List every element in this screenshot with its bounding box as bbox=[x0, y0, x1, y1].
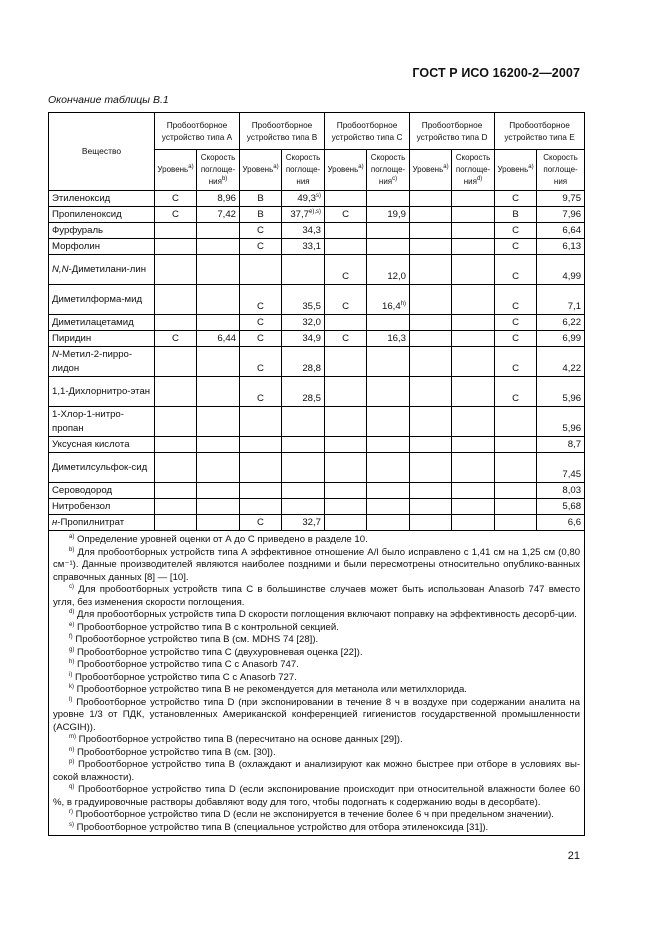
rate-cell: 34,3 bbox=[282, 223, 325, 239]
rate-cell bbox=[197, 223, 240, 239]
level-cell: С bbox=[495, 285, 537, 315]
level-cell bbox=[155, 285, 197, 315]
level-cell: С bbox=[325, 285, 367, 315]
rate-cell: 33,1 bbox=[282, 239, 325, 255]
level-cell: С bbox=[495, 223, 537, 239]
level-cell: В bbox=[240, 207, 282, 223]
rate-cell bbox=[452, 207, 495, 223]
substance-name: 1,1-Дихлорнитро-этан bbox=[49, 377, 155, 407]
rate-cell: 4,99 bbox=[537, 255, 585, 285]
substance-name: 1-Хлор-1-нитро-пропан bbox=[49, 407, 155, 437]
rate-cell: 4,22 bbox=[537, 347, 585, 377]
substance-name: Пиридин bbox=[49, 331, 155, 347]
rate-cell bbox=[452, 453, 495, 483]
substance-name: Нитробензол bbox=[49, 499, 155, 515]
level-cell bbox=[325, 483, 367, 499]
rate-cell bbox=[367, 453, 410, 483]
device-e-header: Пробоотборное устройство типа Е bbox=[495, 113, 585, 150]
level-cell: С bbox=[240, 285, 282, 315]
rate-cell bbox=[367, 191, 410, 207]
rate-cell bbox=[197, 285, 240, 315]
rate-cell bbox=[197, 315, 240, 331]
document-code: ГОСТ Р ИСО 16200-2—2007 bbox=[412, 66, 580, 80]
rate-cell bbox=[197, 483, 240, 499]
level-cell bbox=[155, 223, 197, 239]
table-row bbox=[49, 223, 585, 239]
rate-cell bbox=[197, 453, 240, 483]
rate-cell bbox=[367, 437, 410, 453]
level-cell bbox=[410, 483, 452, 499]
rate-cell bbox=[452, 239, 495, 255]
level-cell: С bbox=[495, 347, 537, 377]
rate-cell bbox=[452, 483, 495, 499]
level-cell bbox=[325, 223, 367, 239]
footnote: $^{k)}$ Пробоотборное устройство типа В не рекомендуется для метанола или метилхлорида. bbox=[69, 684, 467, 695]
level-cell bbox=[240, 483, 282, 499]
rate-cell: 49,3$^{s)}$ bbox=[282, 191, 325, 207]
footnote: $^{g)}$ Пробоотборное устройство типа С (двухуровневая оценка [22]). bbox=[69, 646, 363, 658]
table-row bbox=[49, 239, 585, 255]
rate-cell bbox=[367, 377, 410, 407]
level-cell bbox=[240, 437, 282, 453]
rate-cell: 8,03 bbox=[537, 483, 585, 499]
level-cell bbox=[240, 453, 282, 483]
level-cell bbox=[155, 347, 197, 377]
footnotes-row bbox=[49, 531, 585, 836]
level-cell: С bbox=[325, 255, 367, 285]
table-row bbox=[49, 407, 585, 437]
rate-cell bbox=[367, 499, 410, 515]
rate-cell bbox=[282, 407, 325, 437]
level-cell: С bbox=[495, 191, 537, 207]
rate-cell: 6,22 bbox=[537, 315, 585, 331]
footnote: $^{f)}$ Пробоотборное устройство типа В (см. MDHS 74 [28]). bbox=[69, 634, 319, 645]
table-row bbox=[49, 191, 585, 207]
level-cell bbox=[495, 453, 537, 483]
rate-cell bbox=[452, 437, 495, 453]
rate-cell bbox=[452, 407, 495, 437]
rate-cell: 28,5 bbox=[282, 377, 325, 407]
level-header: Уровень$^{a)}$ bbox=[155, 150, 197, 191]
rate-cell bbox=[282, 499, 325, 515]
level-cell bbox=[495, 515, 537, 531]
table-row bbox=[49, 315, 585, 331]
level-cell: В bbox=[495, 207, 537, 223]
rate-cell: 6,13 bbox=[537, 239, 585, 255]
level-cell: С bbox=[155, 207, 197, 223]
rate-cell bbox=[452, 223, 495, 239]
level-cell bbox=[410, 437, 452, 453]
rate-cell: 32,0 bbox=[282, 315, 325, 331]
level-header: Уровень$^{a)}$ bbox=[495, 150, 537, 191]
level-cell: С bbox=[155, 191, 197, 207]
level-cell bbox=[495, 437, 537, 453]
rate-cell bbox=[197, 407, 240, 437]
level-cell bbox=[325, 191, 367, 207]
footnote: $^{c)}$ Для пробоотборных устройств типа С в большинстве случаев может быть использован Anasorb 747 вместо угля, без изменения скорости поглощения. bbox=[53, 584, 581, 608]
rate-cell bbox=[197, 239, 240, 255]
rate-cell bbox=[367, 315, 410, 331]
rate-cell bbox=[282, 453, 325, 483]
device-b-header: Пробоотборное устройство типа В bbox=[240, 113, 325, 150]
rate-header: Скорость поглоще-ния$^{d)}$ bbox=[452, 150, 495, 191]
level-cell bbox=[240, 407, 282, 437]
rate-cell bbox=[452, 315, 495, 331]
rate-cell bbox=[367, 407, 410, 437]
level-cell bbox=[410, 453, 452, 483]
rate-cell bbox=[452, 191, 495, 207]
footnote: $^{m)}$ Пробоотборное устройство типа В (пересчитано на основе данных [29]). bbox=[69, 734, 403, 745]
rate-cell bbox=[367, 515, 410, 531]
rate-cell bbox=[282, 483, 325, 499]
level-cell bbox=[495, 499, 537, 515]
rate-cell bbox=[452, 331, 495, 347]
level-cell bbox=[495, 483, 537, 499]
rate-cell: 7,1 bbox=[537, 285, 585, 315]
level-cell bbox=[410, 515, 452, 531]
level-header: Уровень$^{a)}$ bbox=[325, 150, 367, 191]
rate-cell: $37,7^{e),s)}$ bbox=[282, 207, 325, 223]
level-cell bbox=[325, 453, 367, 483]
rate-cell bbox=[282, 437, 325, 453]
level-cell bbox=[325, 437, 367, 453]
level-cell bbox=[325, 377, 367, 407]
rate-cell: 32,7 bbox=[282, 515, 325, 531]
rate-cell: 12,0 bbox=[367, 255, 410, 285]
level-cell: С bbox=[495, 239, 537, 255]
substance-name: Диметилсульфок-сид bbox=[49, 453, 155, 483]
level-cell: С bbox=[240, 347, 282, 377]
rate-cell: 8,96 bbox=[197, 191, 240, 207]
rate-cell bbox=[452, 499, 495, 515]
level-cell: С bbox=[495, 331, 537, 347]
level-cell bbox=[410, 191, 452, 207]
substance-name: N-Метил-2-пирро-лидон bbox=[49, 347, 155, 377]
level-cell: С bbox=[240, 377, 282, 407]
rate-cell: 16,4$^{h)}$ bbox=[367, 285, 410, 315]
rate-cell bbox=[197, 377, 240, 407]
rate-cell bbox=[197, 347, 240, 377]
table-row bbox=[49, 255, 585, 285]
footnote: $^{d)}$ Для пробоотборных устройств типа D скорости поглощения включают поправку на эффективность десорб-ции. bbox=[69, 609, 577, 620]
table-row bbox=[49, 331, 585, 347]
rate-cell: 7,45 bbox=[537, 453, 585, 483]
footnote: $^{p)}$ Пробоотборное устройство типа В (охлаждают и анализируют как можно быстрее при отборе в условиях вы-сокой влажности). bbox=[53, 759, 581, 783]
rate-cell: 5,96 bbox=[537, 377, 585, 407]
level-cell: С bbox=[325, 331, 367, 347]
substance-name: Диметилацетамид bbox=[49, 315, 155, 331]
rate-header: Скорость поглоще-ния bbox=[282, 150, 325, 191]
level-cell bbox=[325, 239, 367, 255]
table-row bbox=[49, 207, 585, 223]
level-cell bbox=[155, 255, 197, 285]
level-cell bbox=[155, 499, 197, 515]
table-caption: Окончание таблицы В.1 bbox=[48, 94, 169, 106]
level-cell: С bbox=[240, 223, 282, 239]
rate-cell bbox=[452, 255, 495, 285]
rate-cell bbox=[197, 255, 240, 285]
level-cell bbox=[410, 499, 452, 515]
rate-cell: 35,5 bbox=[282, 285, 325, 315]
rate-cell bbox=[282, 255, 325, 285]
rate-cell: 9,75 bbox=[537, 191, 585, 207]
rate-cell bbox=[367, 223, 410, 239]
footnote: $^{e)}$ Пробоотборное устройство типа В с контрольной секцией. bbox=[69, 621, 339, 633]
level-cell bbox=[325, 315, 367, 331]
rate-cell bbox=[367, 239, 410, 255]
rate-cell bbox=[197, 499, 240, 515]
rate-header: Скорость поглоще-ния$^{c)}$ bbox=[367, 150, 410, 191]
rate-header: Скорость поглоще-ния$^{b)}$ bbox=[197, 150, 240, 191]
rate-cell bbox=[452, 377, 495, 407]
level-cell bbox=[325, 515, 367, 531]
rate-cell: 5,96 bbox=[537, 407, 585, 437]
footnote: $^{q)}$ Пробоотборное устройство типа D (если экспонирование происходит при относительной влажности более 60 %, в градуировочные растворы добавляют воду для того, чтобы подогнать к содержанию воды в десорбате). bbox=[53, 784, 581, 808]
level-cell bbox=[155, 453, 197, 483]
level-cell: С bbox=[155, 331, 197, 347]
rate-cell: 28,8 bbox=[282, 347, 325, 377]
level-cell bbox=[410, 331, 452, 347]
rate-cell: 8,7 bbox=[537, 437, 585, 453]
substance-header: Вещество bbox=[49, 113, 155, 191]
rate-cell: 7,42 bbox=[197, 207, 240, 223]
level-cell bbox=[410, 239, 452, 255]
table-row bbox=[49, 437, 585, 453]
footnote: $^{l)}$ Пробоотборное устройство типа D (при экспонировании в течение 8 ч в воздухе при содержании аналита на уровне 1/3 от ПДК, установленных Американской конференцией гигиенистов государственной промышленности (ACGIH)). bbox=[53, 696, 581, 733]
rate-cell bbox=[367, 347, 410, 377]
level-cell: С bbox=[240, 239, 282, 255]
rate-cell: 16,3 bbox=[367, 331, 410, 347]
level-cell: С bbox=[495, 377, 537, 407]
substance-name: Морфолин bbox=[49, 239, 155, 255]
substance-name: Фурфураль bbox=[49, 223, 155, 239]
rate-cell bbox=[452, 347, 495, 377]
rate-cell bbox=[452, 285, 495, 315]
device-a-header: Пробоотборное устройство типа А bbox=[155, 113, 240, 150]
rate-cell: 6,64 bbox=[537, 223, 585, 239]
substance-name: Уксусная кислота bbox=[49, 437, 155, 453]
table-row bbox=[49, 499, 585, 515]
footnotes bbox=[49, 531, 585, 836]
table-row bbox=[49, 453, 585, 483]
device-c-header: Пробоотборное устройство типа С bbox=[325, 113, 410, 150]
rate-cell: 6,6 bbox=[537, 515, 585, 531]
table-row bbox=[49, 515, 585, 531]
table-row bbox=[49, 285, 585, 315]
rate-cell: 19,9 bbox=[367, 207, 410, 223]
level-cell bbox=[325, 347, 367, 377]
substance-name: N,N-Диметилани-лин bbox=[49, 255, 155, 285]
table-row bbox=[49, 347, 585, 377]
footnote: $^{b)}$ Для пробоотборных устройств типа А эффективное отношение A/l было исправлено с 1,41 см на 1,25 см (0,80 см⁻¹). Данные производителей являются наиболее поздними и были пересмотрены относительно опублико-ванных справочных данных [8] — [10]. bbox=[53, 546, 581, 583]
level-cell bbox=[240, 499, 282, 515]
rate-cell: 7,96 bbox=[537, 207, 585, 223]
level-cell bbox=[410, 223, 452, 239]
header-row-devices bbox=[49, 113, 585, 150]
level-cell: С bbox=[495, 255, 537, 285]
footnote: $^{r)}$ Пробоотборное устройство типа D (если не экспонируется в течение более 6 ч при предельном значении). bbox=[69, 809, 554, 820]
rate-cell: 34,9 bbox=[282, 331, 325, 347]
level-cell bbox=[325, 499, 367, 515]
rate-cell: 5,68 bbox=[537, 499, 585, 515]
level-header: Уровень$^{a)}$ bbox=[410, 150, 452, 191]
data-table bbox=[48, 112, 585, 836]
level-cell bbox=[155, 515, 197, 531]
level-cell bbox=[155, 407, 197, 437]
substance-name: Этиленоксид bbox=[49, 191, 155, 207]
level-cell: В bbox=[240, 191, 282, 207]
rate-cell: 6,99 bbox=[537, 331, 585, 347]
level-cell bbox=[155, 483, 197, 499]
level-header: Уровень$^{a)}$ bbox=[240, 150, 282, 191]
level-cell bbox=[155, 315, 197, 331]
footnote: $^{h)}$ Пробоотборное устройство типа С с Anasorb 747. bbox=[69, 659, 299, 670]
level-cell bbox=[410, 407, 452, 437]
level-cell bbox=[410, 347, 452, 377]
level-cell bbox=[410, 377, 452, 407]
level-cell bbox=[155, 239, 197, 255]
level-cell bbox=[410, 255, 452, 285]
footnote: $^{i)}$ Пробоотборное устройство типа С с Anasorb 727. bbox=[69, 671, 297, 683]
footnote: $^{n)}$ Пробоотборное устройство типа В (см. [30]). bbox=[69, 746, 276, 758]
footnote: $^{a)}$ Определение уровней оценки от А до С приведено в разделе 10. bbox=[69, 534, 368, 545]
level-cell bbox=[410, 315, 452, 331]
level-cell: С bbox=[325, 207, 367, 223]
level-cell: С bbox=[495, 315, 537, 331]
rate-cell bbox=[197, 515, 240, 531]
substance-name: н-Пропилнитрат bbox=[49, 515, 155, 531]
page-number: 21 bbox=[567, 850, 580, 862]
rate-header: Скорость поглоще-ния bbox=[537, 150, 585, 191]
substance-name: Сероводород bbox=[49, 483, 155, 499]
level-cell: С bbox=[240, 515, 282, 531]
substance-name: Пропиленоксид bbox=[49, 207, 155, 223]
level-cell: С bbox=[240, 315, 282, 331]
level-cell: С bbox=[240, 331, 282, 347]
level-cell bbox=[410, 207, 452, 223]
rate-cell bbox=[367, 483, 410, 499]
rate-cell bbox=[197, 437, 240, 453]
level-cell bbox=[495, 407, 537, 437]
rate-cell bbox=[452, 515, 495, 531]
footnote: $^{s)}$ Пробоотборное устройство типа В (специальное устройство для отбора этиленоксида [31]). bbox=[69, 821, 489, 833]
level-cell bbox=[155, 377, 197, 407]
table-row bbox=[49, 483, 585, 499]
substance-name: Диметилформа-мид bbox=[49, 285, 155, 315]
level-cell bbox=[155, 437, 197, 453]
rate-cell: 6,44 bbox=[197, 331, 240, 347]
table-row bbox=[49, 377, 585, 407]
device-d-header: Пробоотборное устройство типа D bbox=[410, 113, 495, 150]
level-cell bbox=[240, 255, 282, 285]
level-cell bbox=[410, 285, 452, 315]
level-cell bbox=[325, 407, 367, 437]
